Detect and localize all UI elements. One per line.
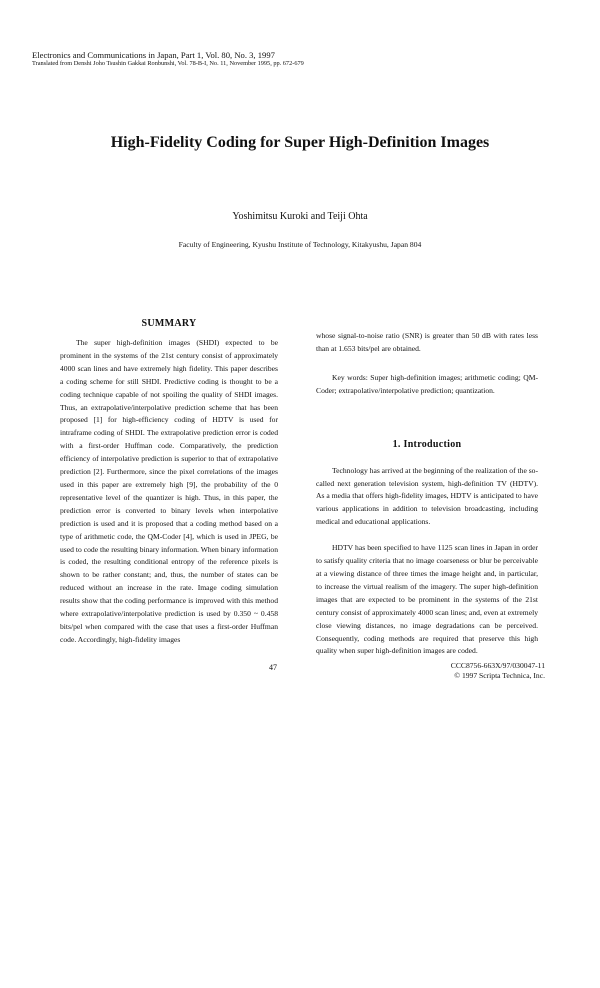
introduction-paragraph-2: HDTV has been specified to have 1125 scan lines in Japan in order to satisfy quality criteria that no image coarseness or blur be perceivable at a viewing distance of three times the image height and, in particular, to increase the virtual realism of the imagery. The super high-definition images that are expected to be prominent in the systems of the 21st century consist of approximately 4000 scan lines; and, even at extremely close viewing distances, no image degradations can be perceived. Consequently, coding methods are required that preserve this high quality when super high-definition images are coded.: [316, 543, 538, 656]
keywords: Key words: Super high-definition images; arithmetic coding; QM-Coder; extrapolative/interpolative prediction; quantization.: [316, 372, 538, 395]
summary-continuation: whose signal-to-noise ratio (SNR) is greater than 50 dB with rates less than at 1.653 bits/pel are obtained.: [316, 331, 538, 353]
introduction-heading: 1. Introduction: [392, 438, 462, 450]
author-conjunction: and: [310, 211, 326, 222]
copyright-block: [380, 661, 545, 681]
left-column: [60, 317, 278, 647]
running-head: [32, 50, 572, 68]
ccc-code: CCC8756-663X/97/030047-11: [450, 661, 545, 670]
author-kuroki: Yoshimitsu Kuroki: [232, 211, 309, 222]
journal-citation: Electronics and Communications in Japan, Part 1, Vol. 80, No. 3, 1997: [32, 50, 275, 60]
summary-heading: SUMMARY: [141, 318, 197, 329]
right-column: [316, 330, 538, 658]
author-ohta: Teiji Ohta: [327, 211, 368, 222]
summary-text: The super high-definition images (SHDI) expected to be prominent in the systems of the 21st century consist of approximately 4000 scan lines and have extremely high fidelity. This paper describes a coding scheme for still SHDI. Predictive coding is thought to be a coding technique capable of not spoiling the quality of SHDI images. Thus, an extrapolative/interpolative prediction scheme that has been proposed [1] for high-efficiency coding of HDTV is used for intraframe coding of SHDI. The extrapolative prediction error is coded with a first-order Huffman code. Comparatively, the prediction efficiency of interpolative prediction is superior to that of extrapolative prediction [2]. Furthermore, since the pixel correlations of the images used in this paper are extremely high [9], the probability of the 0 representative level of the quantizer is high. Thus, in this paper, the prediction error is converted to binary levels when interpolative prediction is used and it is proposed that a coding method based on a type of arithmetic code, the QM-Coder [4], which is used in JPEG, be used to code the resulting binary information. When binary information is coded, the resulting conditional entropy of the reference pixels is shown to be rather constant; and, thus, the number of states can be reduced without an increase in the rate. Image coding simulation results show that the coding performance is improved with this method where extrapolative/interpolative prediction is used by 0.350 ~ 0.458 bits/pel when compared with the case that uses a first-order Huffman code. Accordingly, high-fidelity images: [60, 338, 278, 644]
paper-title: High-Fidelity Coding for Super High-Definition Images: [110, 134, 490, 151]
translation-source: Translated from Denshi Joho Tsushin Gakkai Ronbunshi, Vol. 78-B-I, No. 11, November 1995, pp. 672-679: [32, 60, 304, 67]
authors: [0, 211, 600, 222]
introduction-paragraph-1: Technology has arrived at the beginning of the realization of the so-called next generation television system, high-definition TV (HDTV). As a media that offers high-fidelity images, HDTV is anticipated to have various applications in addition to television broadcasting, including medical and educational applications.: [316, 465, 538, 527]
page-number: 47: [269, 663, 277, 672]
affiliation: Faculty of Engineering, Kyushu Institute of Technology, Kitakyushu, Japan 804: [178, 240, 422, 249]
copyright-notice: © 1997 Scripta Technica, Inc.: [454, 671, 545, 680]
